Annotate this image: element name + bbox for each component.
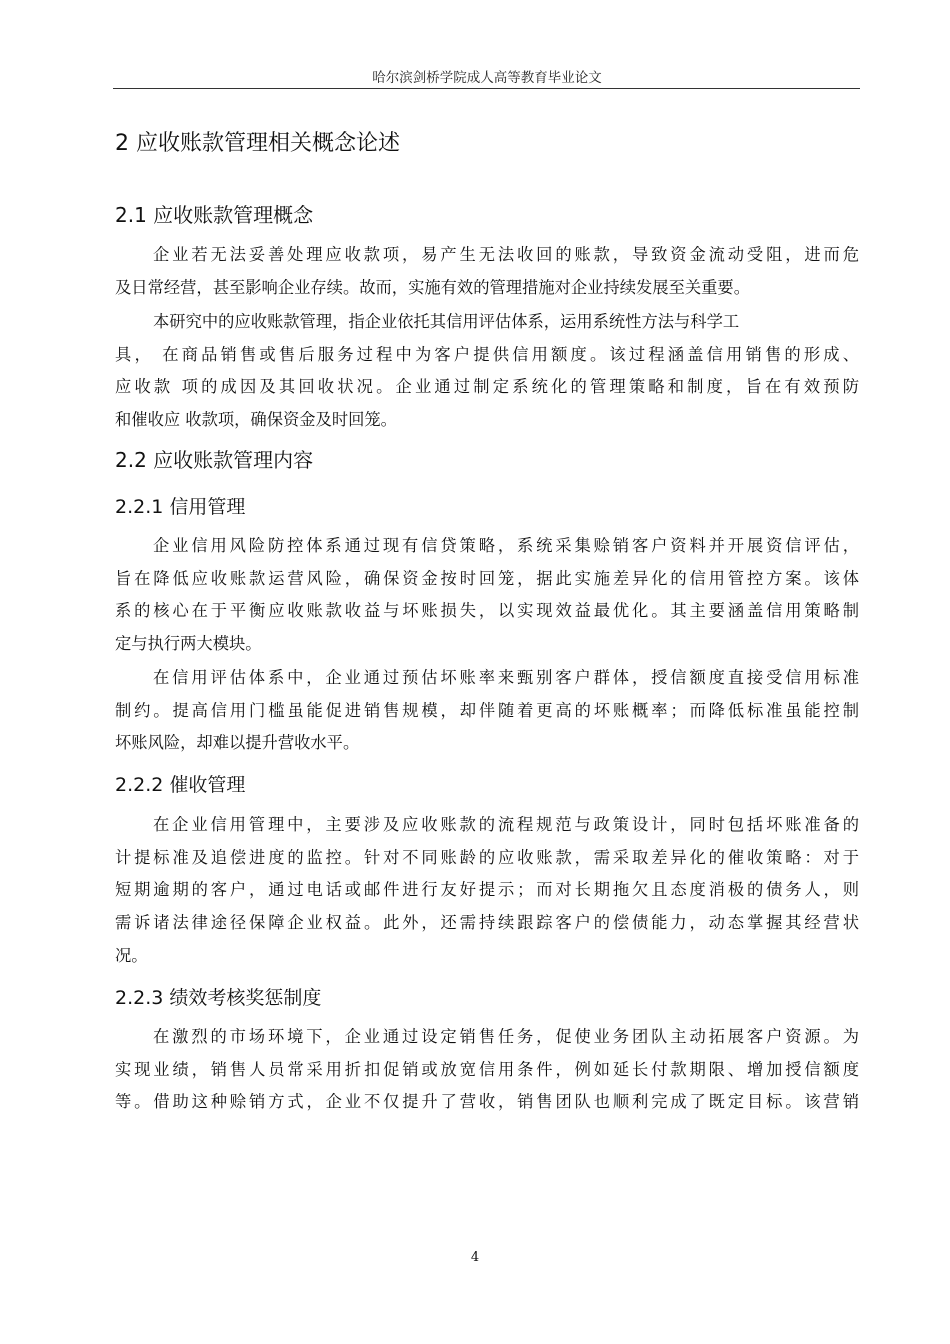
text-line: 在企业信用管理中，主要涉及应收账款的流程规范与政策设计，同时包括坏账准备的 — [153, 815, 859, 834]
running-header: 哈尔滨剑桥学院成人高等教育毕业论文 — [372, 70, 602, 86]
section-heading-2-2-1: 2.2.1 信用管理 — [115, 496, 246, 518]
text-line: 本研究中的应收账款管理，指企业依托其信用评估体系，运用系统性方法与科学工 — [153, 312, 740, 331]
text-line: 应收款 项的成因及其回收状况。企业通过制定系统化的管理策略和制度，旨在有效预防 — [115, 377, 859, 397]
text-line: 在信用评估体系中，企业通过预估坏账率来甄别客户群体，授信额度直接受信用标准 — [153, 668, 859, 687]
section-heading-2-2-3: 2.2.3 绩效考核奖惩制度 — [115, 987, 322, 1009]
section-heading-2-2-2: 2.2.2 催收管理 — [115, 774, 246, 796]
text-line: 企业信用风险防控体系通过现有信贷策略，系统采集赊销客户资料并开展资信评估， — [153, 536, 859, 555]
paragraph-2-2-3 — [115, 1021, 859, 1119]
paragraph-2-1-b — [115, 306, 859, 437]
section-heading-2-2: 2.2 应收账款管理内容 — [115, 448, 314, 472]
text-line: 系的核心在于平衡应收账款收益与坏账损失，以实现效益最优化。其主要涵盖信用策略制 — [115, 601, 859, 621]
section-heading-2-1: 2.1 应收账款管理概念 — [115, 203, 314, 227]
text-line: 实现业绩，销售人员常采用折扣促销或放宽信用条件，例如延长付款期限、增加授信额度 — [115, 1059, 859, 1079]
header-rule — [113, 88, 860, 89]
text-line: 等。借助这种赊销方式，企业不仅提升了营收，销售团队也顺利完成了既定目标。该营销 — [115, 1092, 859, 1112]
text-line: 具， 在商品销售或售后服务过程中为客户提供信用额度。该过程涵盖信用销售的形成、 — [115, 344, 859, 364]
text-line: 短期逾期的客户，通过电话或邮件进行友好提示；而对长期拖欠且态度消极的债务人，则 — [115, 880, 859, 900]
text-line: 计提标准及追偿进度的监控。针对不同账龄的应收账款，需采取差异化的催收策略：对于 — [115, 847, 859, 867]
text-line: 坏账风险，却难以提升营收水平。 — [115, 733, 360, 753]
text-line: 旨在降低应收账款运营风险，确保资金按时回笼，据此实施差异化的信用管控方案。该体 — [115, 568, 859, 588]
text-line: 定与执行两大模块。 — [115, 634, 262, 654]
text-line: 况。 — [115, 945, 148, 965]
text-line: 及日常经营，甚至影响企业存续。故而，实施有效的管理措施对企业持续发展至关重要。 — [115, 277, 750, 297]
paragraph-2-2-1-b — [115, 662, 859, 760]
text-line: 制约。提高信用门槛虽能促进销售规模，却伴随着更高的坏账概率；而降低标准虽能控制 — [115, 700, 859, 720]
paragraph-2-2-1-a — [115, 530, 859, 661]
paragraph-2-2-2 — [115, 809, 859, 972]
paragraph-2-1-a — [115, 239, 859, 304]
chapter-title: 2 应收账款管理相关概念论述 — [115, 131, 400, 156]
text-line: 需诉诸法律途径保障企业权益。此外，还需持续跟踪客户的偿债能力，动态掌握其经营状 — [115, 913, 859, 933]
page-number: 4 — [470, 1250, 480, 1265]
text-line: 在激烈的市场环境下，企业通过设定销售任务，促使业务团队主动拓展客户资源。为 — [153, 1027, 859, 1046]
text-line: 企业若无法妥善处理应收款项，易产生无法收回的账款，导致资金流动受阻，进而危 — [153, 245, 859, 264]
text-line: 和催收应 收款项，确保资金及时回笼。 — [115, 410, 397, 430]
